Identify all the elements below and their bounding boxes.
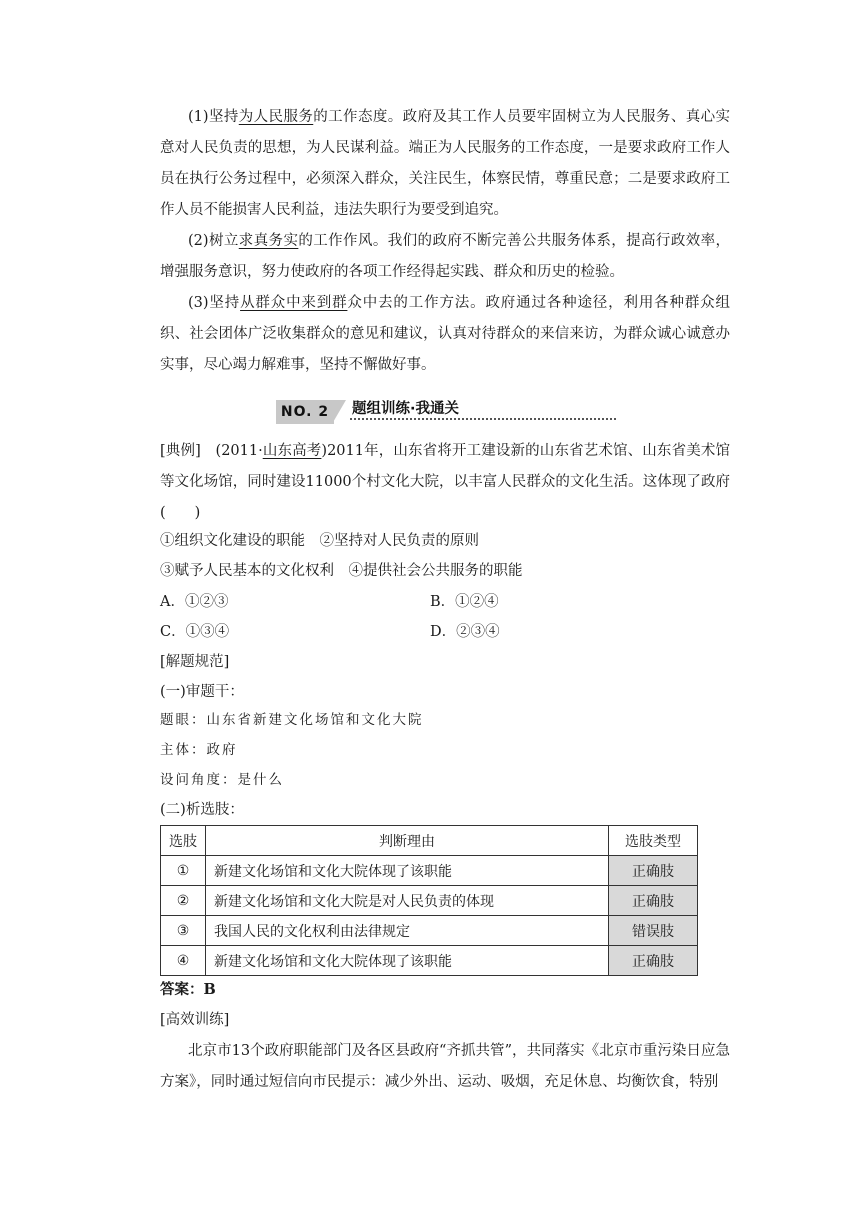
option-analysis-table bbox=[160, 825, 698, 976]
point-3-prefix: (3)坚持 bbox=[188, 295, 241, 311]
example-source-suffix: ) bbox=[321, 443, 328, 459]
solution-angle: 设问角度：是什么 bbox=[160, 772, 284, 788]
example-items-line-1: ①组织文化建设的职能 ②坚持对人民负责的原则 bbox=[160, 533, 479, 549]
point-2-prefix: (2)树立 bbox=[188, 233, 239, 249]
table-row bbox=[161, 916, 698, 946]
row-type: 正确肢 bbox=[609, 856, 698, 886]
row-reason: 新建文化场馆和文化大院体现了该职能 bbox=[206, 856, 609, 886]
section-title: 题组训练·我通关 bbox=[352, 401, 460, 417]
example-items-line-2: ③赋予人民基本的文化权利 ④提供社会公共服务的职能 bbox=[160, 563, 523, 579]
example-label: [典例] bbox=[160, 443, 201, 459]
example-source-keyword: 山东高考 bbox=[262, 443, 322, 459]
solution-subject: 主体：政府 bbox=[160, 742, 238, 758]
banner-dotted-line bbox=[350, 418, 616, 420]
row-option-number: ④ bbox=[161, 946, 206, 976]
point-2-paragraph bbox=[160, 226, 730, 288]
option-c: C．①③④ bbox=[160, 624, 230, 640]
table-row bbox=[161, 886, 698, 916]
banner-slant-decoration bbox=[332, 400, 346, 424]
point-1-keyword: 为人民服务 bbox=[238, 109, 314, 125]
answer: 答案：B bbox=[160, 981, 216, 998]
point-3-paragraph bbox=[160, 288, 730, 381]
table-row bbox=[161, 946, 698, 976]
example-question bbox=[160, 436, 730, 529]
header-reason: 判断理由 bbox=[206, 826, 609, 856]
point-3-keyword: 从群众中来到群 bbox=[240, 295, 348, 311]
row-option-number: ① bbox=[161, 856, 206, 886]
header-type: 选肢类型 bbox=[609, 826, 698, 856]
solution-step-1: (一)审题干： bbox=[160, 684, 244, 700]
option-a: A．①②③ bbox=[160, 594, 229, 610]
point-1-text: 的工作态度。政府及其工作人员要牢固树立为人民服务、真心实意对人民负责的思想，为人民谋利益。端正为人民服务的工作态度，一是要求政府工作人员在执行公务过程中，必须深入群众，关注民生，体察民情，尊重民意；二是要求政府工作人员不能损害人民利益，违法失职行为要受到追究。 bbox=[160, 109, 731, 218]
row-type: 正确肢 bbox=[609, 946, 698, 976]
point-1-prefix: (1)坚持 bbox=[188, 109, 239, 125]
point-2-text: 的工作作风。我们的政府不断完善公共服务体系，提高行政效率，增强服务意识，努力使政府的各项工作经得起实践、群众和历史的检验。 bbox=[160, 233, 731, 280]
solution-step-2: (二)析选肢： bbox=[160, 802, 244, 818]
solution-label: [解题规范] bbox=[160, 654, 230, 670]
header-option: 选肢 bbox=[161, 826, 206, 856]
row-option-number: ③ bbox=[161, 916, 206, 946]
example-stem: 2011年，山东省将开工建设新的山东省艺术馆、山东省美术馆等文化场馆，同时建设11000个村文化大院，以丰富人民群众的文化生活。这体现了政府( ) bbox=[160, 443, 730, 521]
row-reason: 新建文化场馆和文化大院体现了该职能 bbox=[206, 946, 609, 976]
point-1-paragraph bbox=[160, 102, 730, 226]
row-reason: 新建文化场馆和文化大院是对人民负责的体现 bbox=[206, 886, 609, 916]
solution-focus: 题眼：山东省新建文化场馆和文化大院 bbox=[160, 712, 424, 728]
row-reason: 我国人民的文化权利由法律规定 bbox=[206, 916, 609, 946]
row-type: 错误肢 bbox=[609, 916, 698, 946]
training-text: 北京市13个政府职能部门及各区县政府“齐抓共管”，共同落实《北京市重污染日应急方案》，同时通过短信向市民提示：减少外出、运动、吸烟，充足休息、均衡饮食，特别 bbox=[160, 1043, 730, 1090]
option-b: B．①②④ bbox=[430, 594, 499, 610]
table-header-row bbox=[161, 826, 698, 856]
section-banner bbox=[276, 398, 616, 424]
table-row bbox=[161, 856, 698, 886]
row-option-number: ② bbox=[161, 886, 206, 916]
example-source-prefix: (2011· bbox=[215, 443, 263, 459]
training-label: [高效训练] bbox=[160, 1012, 230, 1028]
row-type: 正确肢 bbox=[609, 886, 698, 916]
point-2-keyword: 求真务实 bbox=[238, 233, 299, 249]
point-3-text: 众中去的工作方法。政府通过各种途径，利用各种群众组织、社会团体广泛收集群众的意见和建议，认真对待群众的来信来访，为群众诚心诚意办实事，尽心竭力解难事，坚持不懈做好事。 bbox=[160, 295, 731, 373]
section-number-tag: NO. 2 bbox=[276, 400, 334, 424]
option-d: D．②③④ bbox=[430, 624, 500, 640]
